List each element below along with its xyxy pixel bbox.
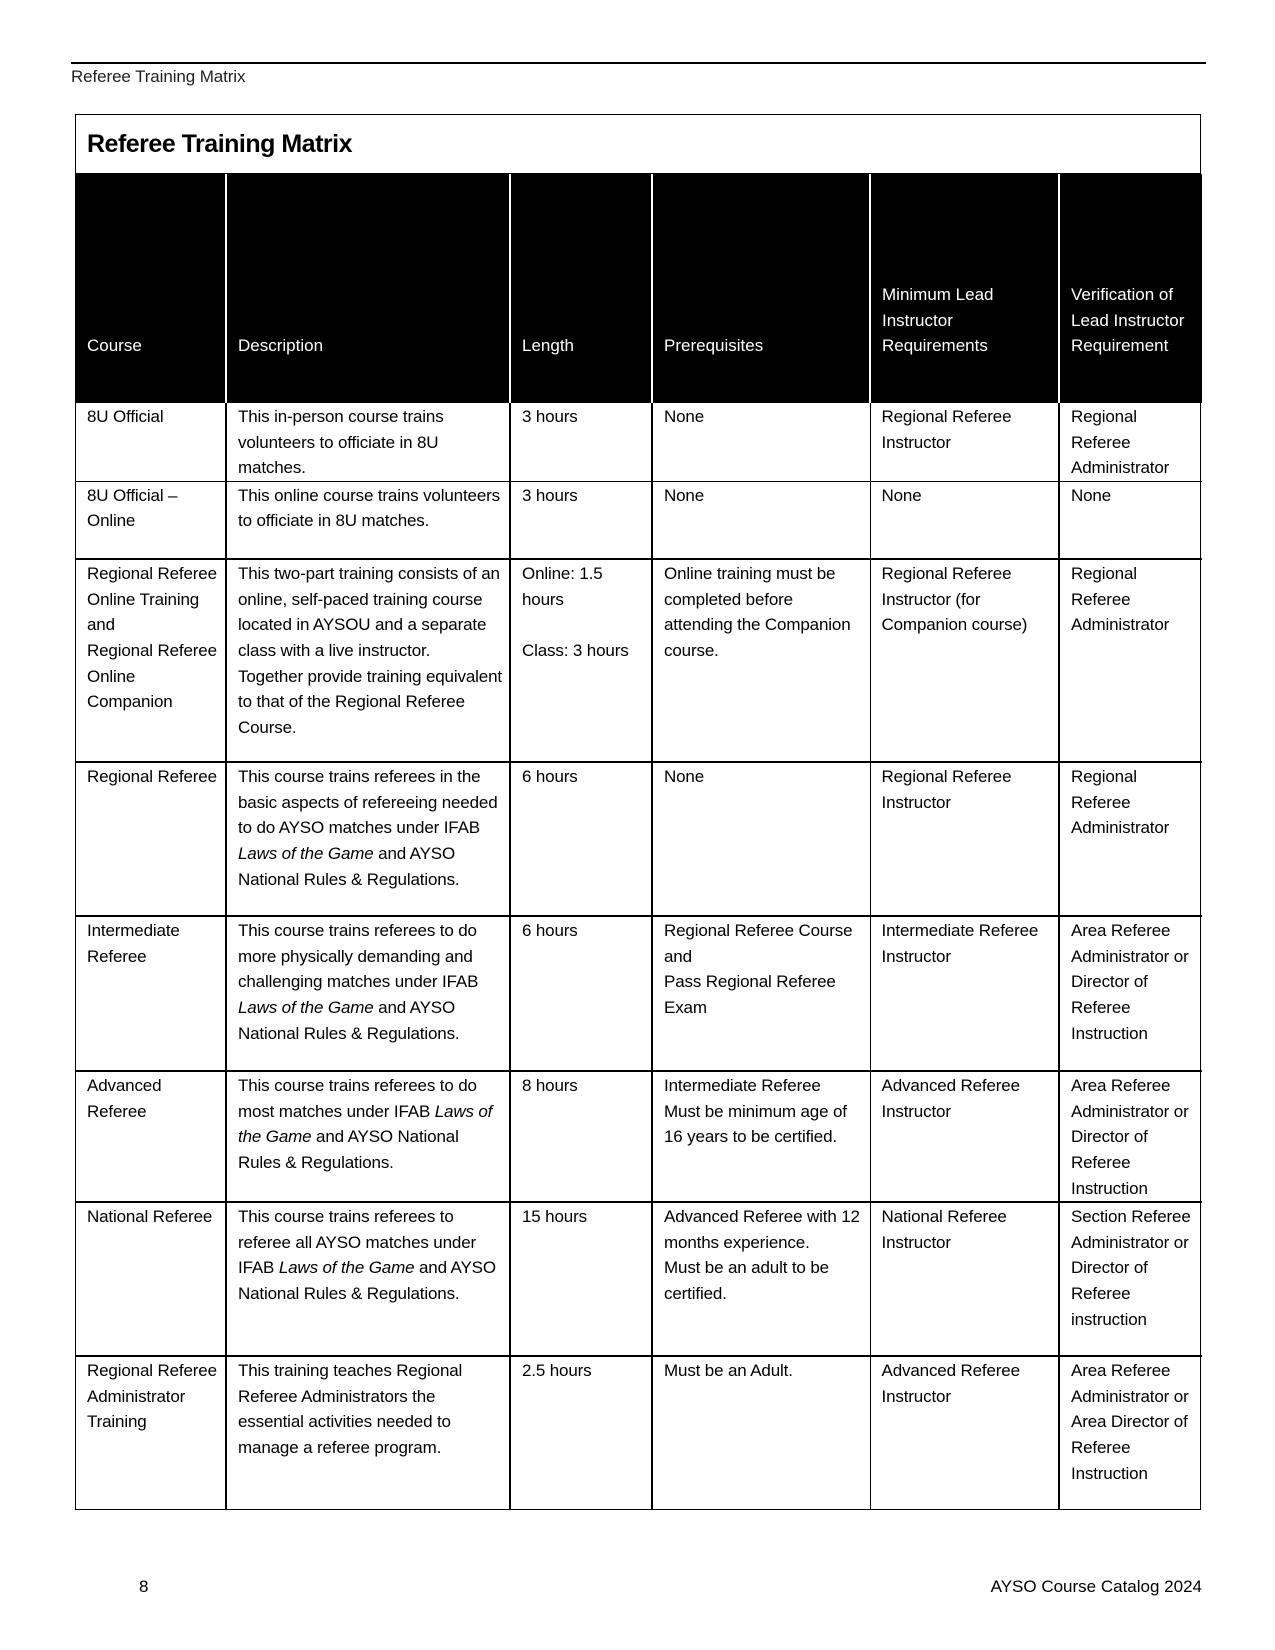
description-text: This course trains referees in the basic aspects of refereeing needed to do AYSO matches under IFAB [238, 767, 498, 838]
length-line: Class: 3 hours [522, 641, 629, 661]
cell-description [226, 559, 510, 762]
running-header-title: Referee Training Matrix [71, 67, 246, 86]
table-header-row [76, 174, 1202, 403]
laws-of-the-game-title: Laws of the Game [238, 844, 374, 864]
cell-verification: Section Referee Administrator or Director of Referee instruction [1059, 1202, 1202, 1356]
cell-description [226, 916, 510, 1071]
cell-prerequisites: None [652, 762, 870, 916]
cell-description [226, 1071, 510, 1202]
cell-description: This online course trains volunteers to officiate in 8U matches. [226, 481, 510, 559]
matrix-title: Referee Training Matrix [76, 115, 1200, 174]
cell-course: 8U Official – Online [76, 481, 226, 559]
cell-verification: Area Referee Administrator or Area Director of Referee Instruction [1059, 1356, 1202, 1509]
referee-training-matrix [75, 114, 1201, 1510]
column-header-verification: Verification of Lead Instructor Requirement [1059, 174, 1202, 403]
description-text: and AYSO National Rules & Regulations. [238, 1258, 496, 1304]
footer-catalog-title: AYSO Course Catalog 2024 [990, 1577, 1202, 1596]
description-text: and AYSO National Rules & Regulations. [238, 844, 460, 889]
cell-length: 2.5 hours [510, 1356, 652, 1509]
cell-min-lead: Regional Referee Instructor [870, 762, 1059, 916]
table-row [76, 403, 1202, 481]
cell-min-lead: Advanced Referee Instructor [870, 1071, 1059, 1202]
cell-length: 8 hours [510, 1071, 652, 1202]
column-header-prerequisites: Prerequisites [652, 174, 870, 403]
table-row [76, 1356, 1202, 1509]
cell-verification: Area Referee Administrator or Director of Referee Instruction [1059, 1071, 1202, 1202]
column-header-course: Course [76, 174, 226, 403]
cell-prerequisites: None [652, 403, 870, 481]
description-line: Together provide training equivalent to that of the Regional Referee Course. [238, 666, 502, 737]
table-row [76, 559, 1202, 762]
laws-of-the-game-title: Laws of the Game [238, 1101, 493, 1147]
cell-description: This in-person course trains volunteers to officiate in 8U matches. [226, 403, 510, 481]
cell-description: This training teaches Regional Referee Administrators the essential activities needed to manage a referee program. [226, 1356, 510, 1509]
page-number: 8 [139, 1577, 149, 1596]
cell-verification: Area Referee Administrator or Director of Referee Instruction [1059, 916, 1202, 1071]
table-row [76, 481, 1202, 559]
cell-min-lead: Advanced Referee Instructor [870, 1356, 1059, 1509]
laws-of-the-game-title: Laws of the Game [238, 998, 374, 1018]
cell-length: 15 hours [510, 1202, 652, 1356]
cell-length: 6 hours [510, 916, 652, 1071]
prerequisite-line: Regional Referee Course [664, 921, 853, 941]
cell-min-lead: Intermediate Referee Instructor [870, 916, 1059, 1071]
cell-course: National Referee [76, 1202, 226, 1356]
cell-prerequisites [652, 1202, 870, 1356]
cell-course: 8U Official [87, 407, 164, 426]
cell-description [226, 1202, 510, 1356]
column-header-description: Description [226, 174, 510, 403]
prerequisite-line: Must be minimum age of 16 years to be certified. [664, 1101, 847, 1147]
running-header [71, 62, 1206, 87]
prerequisite-line: Advanced Referee with 12 months experience. [664, 1207, 860, 1252]
matrix-table [76, 174, 1202, 1509]
cell-min-lead: Regional Referee Instructor [870, 403, 1059, 481]
cell-prerequisites: None [652, 481, 870, 559]
cell-prerequisites [652, 1071, 870, 1202]
cell-verification: Regional Referee Administrator [1059, 762, 1202, 916]
cell-min-lead: Regional Referee Instructor (for Companion course) [870, 559, 1059, 762]
cell-prerequisites [652, 916, 870, 1071]
course-line: Regional Referee Online Training [87, 564, 217, 609]
prerequisite-line: Intermediate Referee [664, 1076, 821, 1096]
laws-of-the-game-title: Laws of the Game [278, 1258, 415, 1278]
cell-prerequisites: Must be an Adult. [652, 1356, 870, 1509]
cell-length: 3 hours [510, 481, 652, 559]
cell-course: Regional Referee Administrator Training [76, 1356, 226, 1509]
table-row [76, 916, 1202, 1071]
table-row [76, 1071, 1202, 1202]
prerequisite-line: Pass Regional Referee Exam [664, 972, 836, 1018]
description-text: and AYSO National Rules & Regulations. [238, 998, 460, 1043]
cell-min-lead: National Referee Instructor [870, 1202, 1059, 1356]
cell-length: 3 hours [510, 403, 652, 481]
cell-verification: None [1059, 481, 1202, 559]
description-line: This two-part training consists of an online, self-paced training course located in AYSOU and a separate class with a live instructor. [238, 564, 500, 661]
description-text: This course trains referees to referee all AYSO matches under IFAB [238, 1207, 477, 1278]
table-row [76, 1202, 1202, 1356]
column-header-length: Length [510, 174, 652, 403]
length-line [522, 612, 645, 638]
description-text: This course trains referees to do most matches under IFAB [238, 1076, 477, 1121]
cell-verification: Regional Referee Administrator [1059, 403, 1202, 481]
course-line: and [87, 615, 115, 635]
description-text: and AYSO National Rules & Regulations. [238, 1127, 459, 1173]
cell-course: Advanced Referee [76, 1071, 226, 1202]
cell-course [76, 559, 226, 762]
cell-verification: Regional Referee Administrator [1059, 559, 1202, 762]
prerequisite-line: Must be an adult to be certified. [664, 1258, 829, 1304]
cell-course: Regional Referee [76, 762, 226, 916]
cell-min-lead: None [870, 481, 1059, 559]
description-text: This course trains referees to do more physically demanding and challenging matches under IFAB [238, 921, 479, 992]
cell-description [226, 762, 510, 916]
cell-length: 6 hours [510, 762, 652, 916]
cell-prerequisites: Online training must be completed before attending the Companion course. [652, 559, 870, 762]
length-line: Online: 1.5 hours [522, 564, 603, 609]
table-row [76, 762, 1202, 916]
cell-length [510, 559, 652, 762]
prerequisite-line: and [664, 946, 692, 966]
column-header-min-lead-instructor: Minimum Lead Instructor Requirements [870, 174, 1059, 403]
cell-course: Intermediate Referee [76, 916, 226, 1071]
course-line: Regional Referee Online Companion [87, 641, 217, 712]
